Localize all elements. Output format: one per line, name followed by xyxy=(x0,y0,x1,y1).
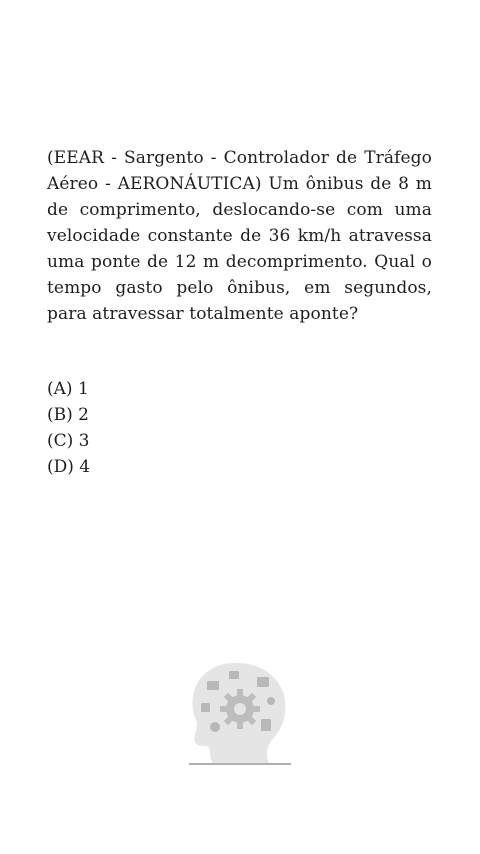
option-b[interactable]: (B) 2 xyxy=(47,405,89,425)
option-d[interactable]: (D) 4 xyxy=(47,457,91,477)
option-a[interactable]: (A) 1 xyxy=(47,379,89,399)
answer-options xyxy=(47,376,90,480)
question-text: (EEAR - Sargento - Controlador de Tráfego Aéreo - AERONÁUTICA) Um ônibus de 8 m de comprimento, deslocando-se com uma velocidade constante de 36 km/h atravessa uma ponte de 12 m decomprimento. Qual o tempo gasto pelo ônibus, em segundos, para atravessar totalmente aponte? xyxy=(47,148,432,324)
head-gears-watermark-icon xyxy=(185,657,295,769)
option-c[interactable]: (C) 3 xyxy=(47,431,90,451)
